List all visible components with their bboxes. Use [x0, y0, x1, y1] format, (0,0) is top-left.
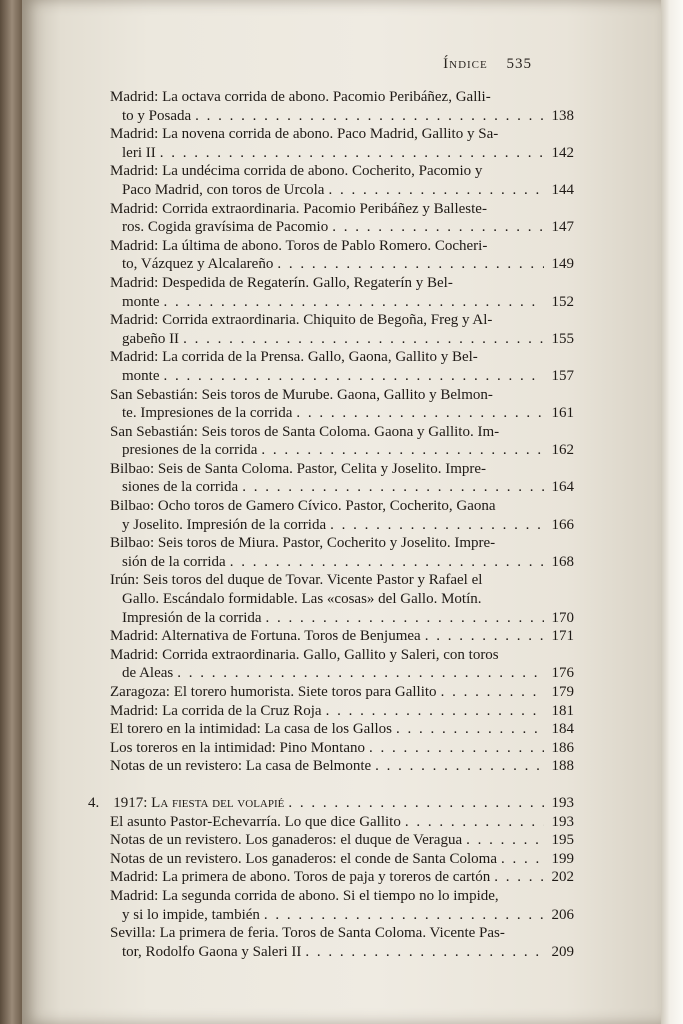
page-ref: 142 — [551, 144, 574, 161]
page-ref: 186 — [551, 739, 574, 756]
toc-entry: El asunto Pastor-Echevarría. Lo que dice Gallito . . . 193 — [110, 813, 574, 832]
page-ref: 164 — [551, 479, 574, 496]
page-ref: 166 — [551, 516, 574, 533]
page-ref: 176 — [551, 665, 574, 682]
page-ref: 209 — [551, 943, 574, 960]
toc-entry: Madrid: La novena corrida de abono. Paco Madrid, Gallito y Sa- leri II . . . 142 — [110, 125, 574, 162]
toc-entry: Zaragoza: El torero humorista. Siete toros para Gallito . . . 179 — [110, 683, 574, 702]
page-ref: 149 — [551, 256, 574, 273]
toc-entry: Madrid: La corrida de la Cruz Roja . . . 181 — [110, 702, 574, 721]
page-ref: 202 — [551, 869, 574, 886]
page-ref: 152 — [551, 293, 574, 310]
toc-entry: Notas de un revistero. Los ganaderos: el conde de Santa Coloma . . . 199 — [110, 850, 574, 869]
page-ref: 195 — [551, 832, 574, 849]
toc-entry: Madrid: La undécima corrida de abono. Cocherito, Pacomio y Paco Madrid, con toros de Urcola . . . 144 — [110, 162, 574, 199]
page-ref: 181 — [551, 702, 574, 719]
page-ref: 170 — [551, 609, 574, 626]
section-heading — [88, 794, 574, 813]
page-ref: 193 — [551, 813, 574, 830]
toc-entry: Notas de un revistero. Los ganaderos: el duque de Veragua . . . 195 — [110, 831, 574, 850]
toc-entry: Bilbao: Ocho toros de Gamero Cívico. Pastor, Cocherito, Gaona y Joselito. Impresión de la corrida . . . 166 — [110, 497, 574, 534]
toc-entry: Madrid: La última de abono. Toros de Pablo Romero. Cocheri- to, Vázquez y Alcalareño . . . 149 — [110, 237, 574, 274]
section-title: 1917: La fiesta del volapié — [113, 794, 285, 811]
right-page-edge — [661, 0, 683, 1024]
section-gap — [110, 776, 574, 794]
page-ref: 188 — [551, 758, 574, 775]
page-ref: 193 — [551, 794, 574, 811]
book-page — [22, 0, 662, 1024]
header-page-number: 535 — [506, 56, 532, 72]
toc-entry: Madrid: Despedida de Regaterín. Gallo, Regaterín y Bel- monte . . . 152 — [110, 274, 574, 311]
page-ref: 199 — [551, 850, 574, 867]
page-ref: 144 — [551, 181, 574, 198]
page-ref: 155 — [551, 330, 574, 347]
toc-entry: Madrid: Corrida extraordinaria. Chiquito de Begoña, Freg y Al- gabeño II . . . 155 — [110, 311, 574, 348]
toc-entry: El torero en la intimidad: La casa de los Gallos . . . 184 — [110, 720, 574, 739]
toc-entry: Irún: Seis toros del duque de Tovar. Vicente Pastor y Rafael el Gallo. Escándalo formidable. Las «cosas» del Gallo. Motín. Impresión de la corrida . . . 170 — [110, 571, 574, 627]
page-ref: 206 — [551, 906, 574, 923]
header-title: Índice — [443, 56, 488, 72]
page-ref: 184 — [551, 721, 574, 738]
page-ref: 147 — [551, 219, 574, 236]
toc-entry: Madrid: La segunda corrida de abono. Si el tiempo no lo impide, y si lo impide, también . . . 206 — [110, 887, 574, 924]
table-of-contents — [88, 88, 574, 961]
page-ref: 138 — [551, 107, 574, 124]
toc-entry: San Sebastián: Seis toros de Santa Coloma. Gaona y Gallito. Im- presiones de la corrida . . . 162 — [110, 423, 574, 460]
toc-entry: Los toreros en la intimidad: Pino Montano . . . 186 — [110, 739, 574, 758]
toc-entry: Madrid: Corrida extraordinaria. Gallo, Gallito y Saleri, con toros de Aleas . . . 176 — [110, 646, 574, 683]
page-ref: 157 — [551, 367, 574, 384]
toc-entry: Madrid: Corrida extraordinaria. Pacomio Peribáñez y Balleste- ros. Cogida gravísima de Pacomio . . . 147 — [110, 200, 574, 237]
running-header — [443, 56, 532, 73]
page-ref: 179 — [551, 684, 574, 700]
page-ref: 168 — [551, 553, 574, 570]
toc-entry: Madrid: La corrida de la Prensa. Gallo, Gaona, Gallito y Bel- monte . . . 157 — [110, 348, 574, 385]
toc-entry: Madrid: La octava corrida de abono. Pacomio Peribáñez, Galli- to y Posada . . . 138 — [110, 88, 574, 125]
toc-entry: Madrid: La primera de abono. Toros de paja y toreros de cartón . . . 202 — [110, 868, 574, 887]
toc-entry: Bilbao: Seis de Santa Coloma. Pastor, Celita y Joselito. Impre- siones de la corrida . . . 164 — [110, 460, 574, 497]
section-number: 4. — [88, 794, 100, 811]
toc-entry: Bilbao: Seis toros de Miura. Pastor, Cocherito y Joselito. Impre- sión de la corrida . . . 168 — [110, 534, 574, 571]
page-ref: 161 — [551, 405, 574, 422]
toc-entry: Madrid: Alternativa de Fortuna. Toros de Benjumea . . . 171 — [110, 627, 574, 646]
page-ref: 162 — [551, 442, 574, 459]
page-ref: 171 — [551, 628, 574, 645]
toc-entry: San Sebastián: Seis toros de Murube. Gaona, Gallito y Belmon- te. Impresiones de la corrida . . . 161 — [110, 386, 574, 423]
toc-entry: Sevilla: La primera de feria. Toros de Santa Coloma. Vicente Pas- tor, Rodolfo Gaona y Saleri II . . . 209 — [110, 924, 574, 961]
toc-entry: Notas de un revistero: La casa de Belmonte . . . 188 — [110, 757, 574, 776]
